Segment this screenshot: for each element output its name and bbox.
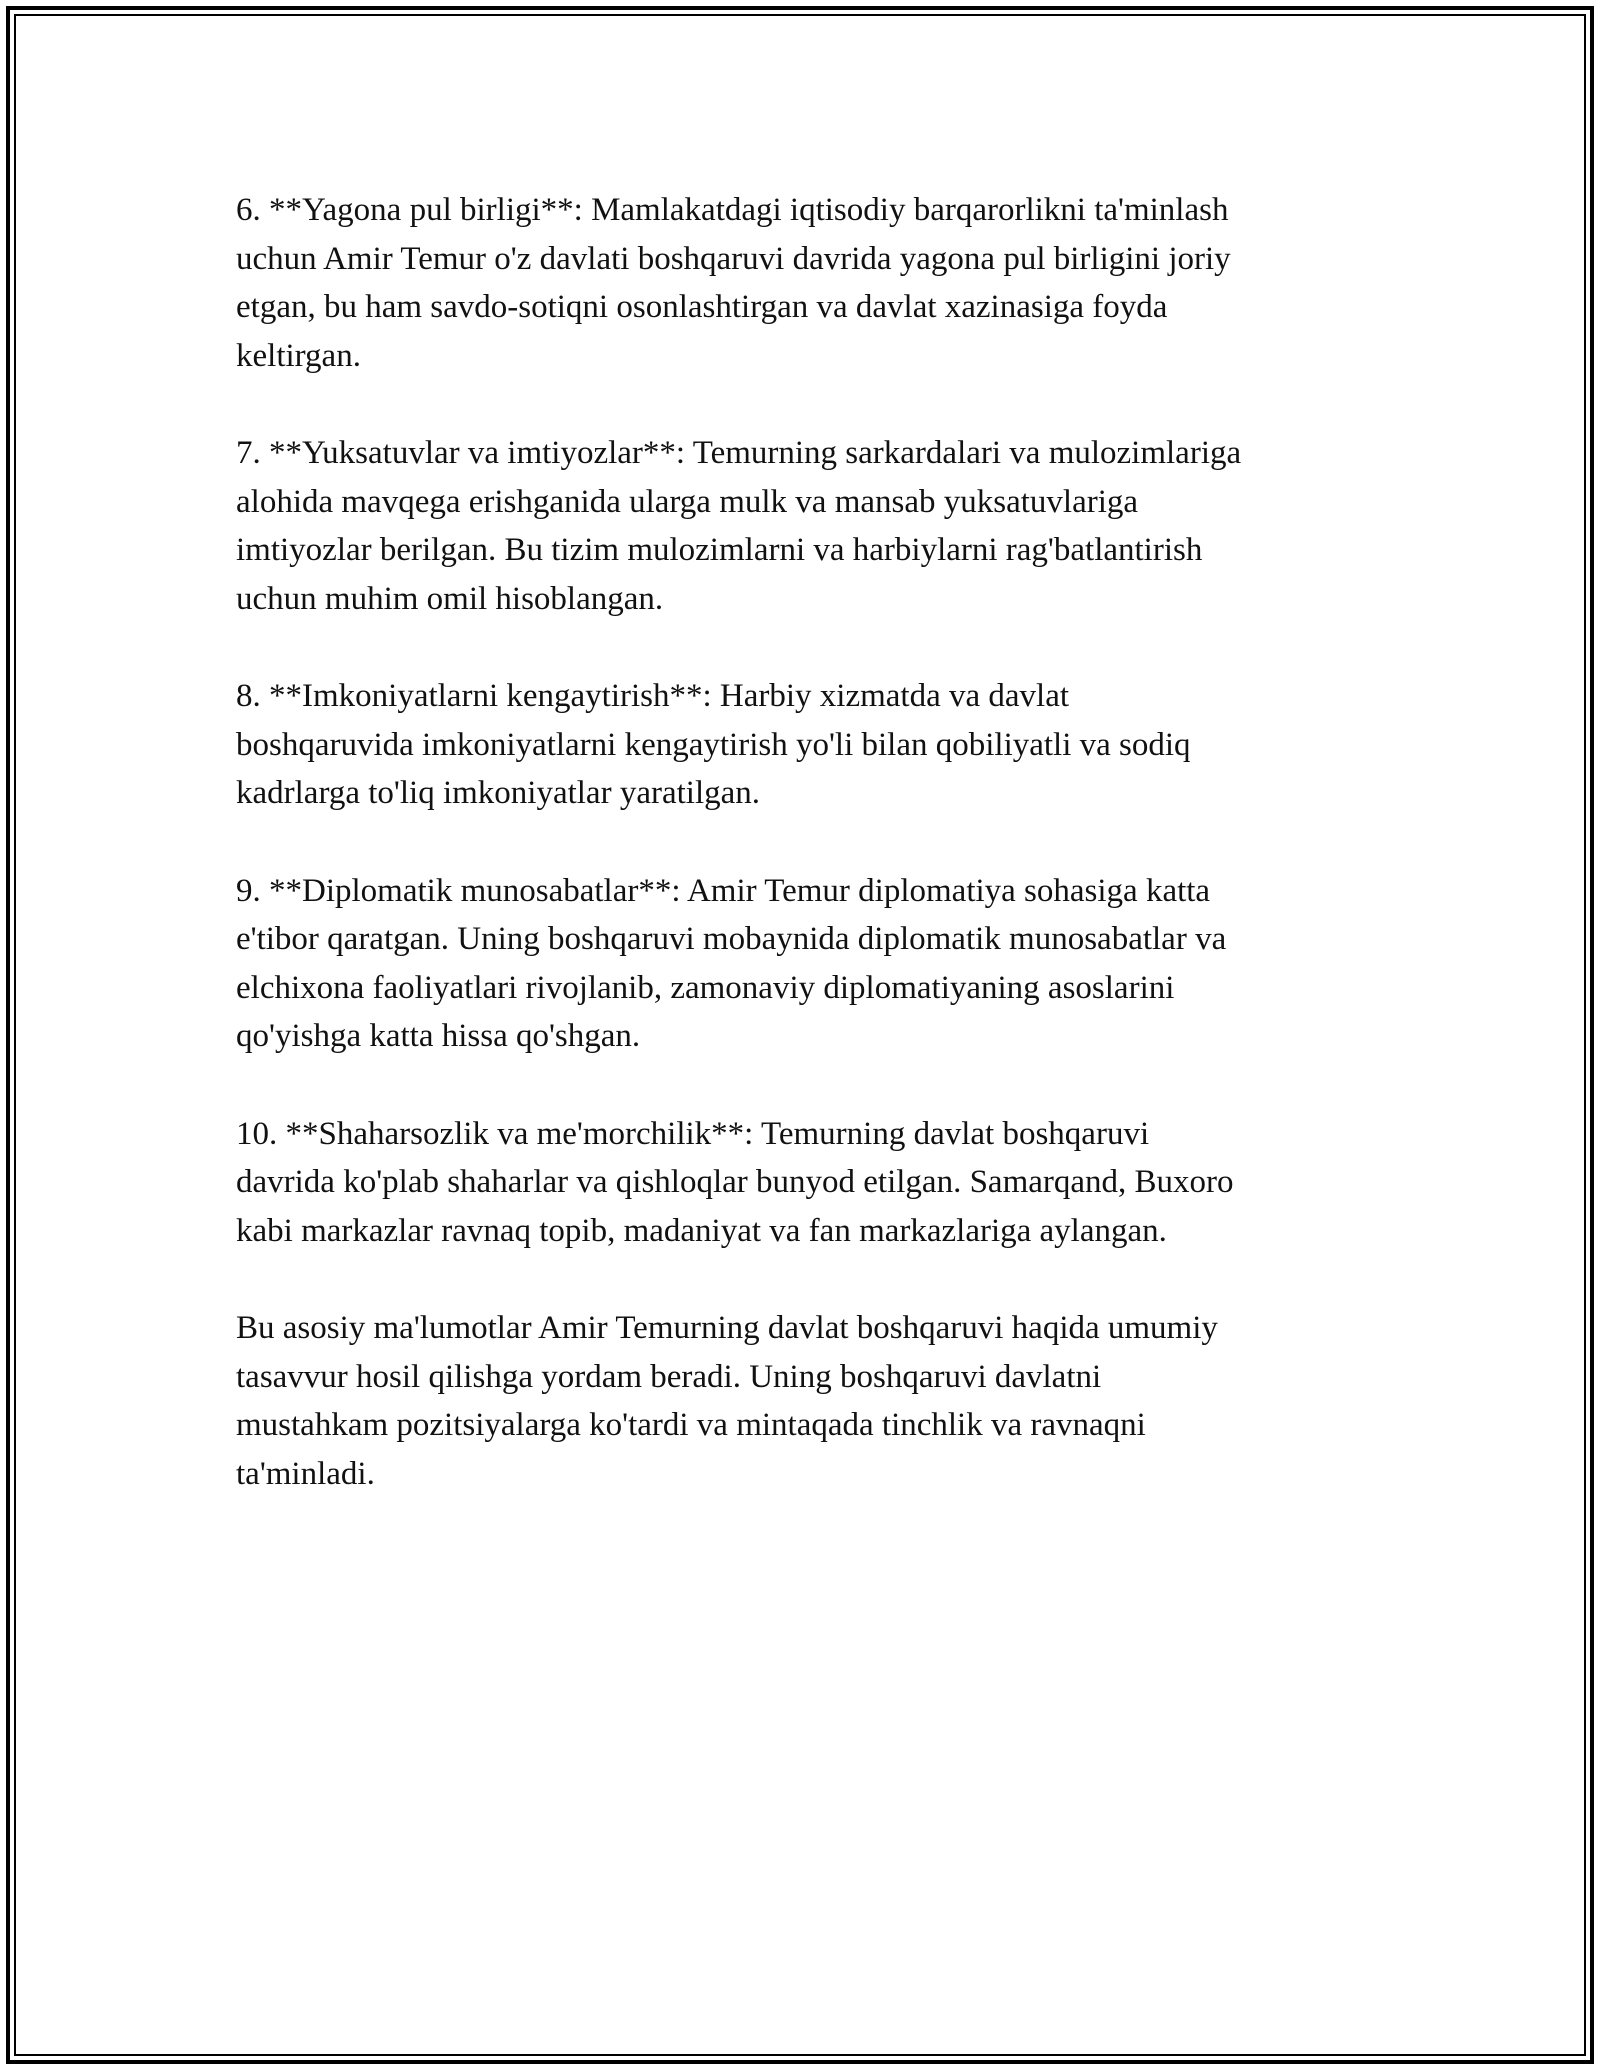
paragraph-conclusion: Bu asosiy ma'lumotlar Amir Temurning davlat boshqaruvi haqida umumiy tasavvur hosil qilishga yordam beradi. Uning boshqaruvi davlatni mustahkam pozitsiyalarga ko'tardi va mintaqada tinchlik va ravnaqni ta'minladi. (236, 1310, 1218, 1492)
paragraph-item-10: 10. **Shaharsozlik va me'morchilik**: Temurning davlat boshqaruvi davrida ko'plab shaharlar va qishloqlar bunyod etilgan. Samarqand, Buxoro kabi markazlar ravnaq topib, madaniyat va fan markazlariga aylangan. (236, 1115, 1234, 1249)
paragraph-item-8: 8. **Imkoniyatlarni kengaytirish**: Harbiy xizmatda va davlat boshqaruvida imkoniyatlarni kengaytirish yo'li bilan qobiliyatli va sodiq kadrlarga to'liq imkoniyatlar yaratilgan. (236, 678, 1191, 811)
paragraph-item-9: 9. **Diplomatik munosabatlar**: Amir Temur diplomatiya sohasiga katta e'tibor qaratgan. Uning boshqaruvi mobaynida diplomatik munosabatlar va elchixona faoliyatlari rivojlanib, zamonaviy diplomatiyaning asoslarini qo'yishga katta hissa qo'shgan. (236, 872, 1227, 1054)
document-body (236, 186, 1376, 1547)
paragraph-item-6: 6. **Yagona pul birligi**: Mamlakatdagi iqtisodiy barqarorlikni ta'minlash uchun Amir Temur o'z davlati boshqaruvi davrida yagona pul birligini joriy etgan, bu ham savdo-sotiqni osonlashtirgan va davlat xazinasiga foyda keltirgan. (236, 192, 1231, 374)
paragraph-item-7: 7. **Yuksatuvlar va imtiyozlar**: Temurning sarkardalari va mulozimlariga alohida mavqega erishganida ularga mulk va mansab yuksatuvlariga imtiyozlar berilgan. Bu tizim mulozimlarni va harbiylarni rag'batlantirish uchun muhim omil hisoblangan. (236, 435, 1242, 617)
